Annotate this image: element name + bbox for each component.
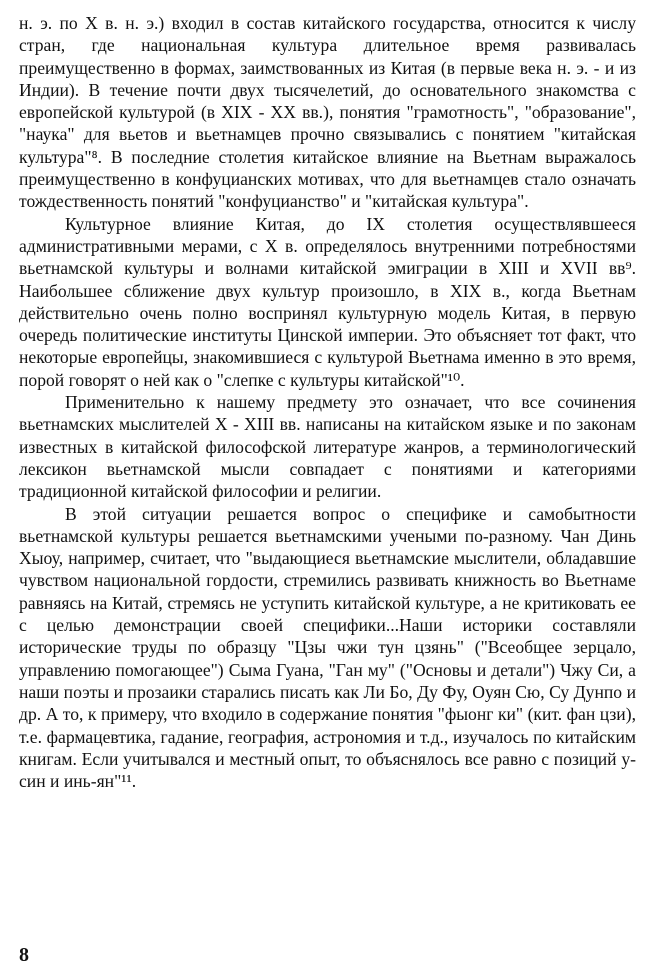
- paragraph-2: Культурное влияние Китая, до IX столетия осуществлявшееся административными мерами, с X в. определялось внутренними потребностями вьетнамской культуры и волнами китайской эмиграции в XIII и XVII вв⁹. Наибольшее сближение двух культур произошло, в XIX в., когда Вьетнам действительно очень полно воспринял культурную модель Китая, в первую очередь политические институты Цинской империи. Это объясняет тот факт, что некоторые европейцы, знакомившиеся с культурой Вьетнама именно в это время, порой говорят о ней как о "слепке с культуры китайской"¹⁰.: [19, 213, 636, 390]
- page-number: 8: [19, 944, 29, 966]
- paragraph-3: Применительно к нашему предмету это означает, что все сочинения вьетнамских мыслителей X - XIII вв. написаны на китайском языке и по законам известных в китайской философской литературе жанров, а терминологический лексикон вьетнамской мысли совпадает с понятиями и категориями традиционной китайской философии и религии.: [19, 392, 636, 502]
- paragraph-4: В этой ситуации решается вопрос о специфике и самобытности вьетнамской культуры решается вьетнамскими учеными по-разному. Чан Динь Хыоу, например, считает, что "выдающиеся вьетнамские мыслители, обладавшие чувством национальной гордости, стремились развивать книжность во Вьетнаме равняясь на Китай, стремясь не уступить китайской культуре, а не критиковать ее с целью демонстрации своей специфики...Наши историки составляли исторические труды по образцу "Цзы чжи тун цзянь" ("Всеобщее зерцало, управлению помогающее") Сыма Гуана, "Ган му" ("Основы и детали") Чжу Си, а наши поэты и прозаики старались писать как Ли Бо, Ду Фу, Оуян Сю, Су Дунпо и др. А то, к примеру, что входило в содержание понятия "фыонг ки" (кит. фан цзи), т.е. фармацевтика, гадание, география, астрономия и т.д., изучалось по китайским книгам. Если учитывался и местный опыт, то объяснялось все равно с позиций у-син и инь-ян"¹¹.: [19, 503, 636, 792]
- page-body: [19, 12, 636, 792]
- paragraph-1: н. э. по X в. н. э.) входил в состав китайского государства, относится к числу стран, где национальная культура длительное время развивалась преимущественно в формах, заимствованных из Китая (в первые века н. э. - и из Индии). В течение почти двух тысячелетий, до основательного знакомства с европейской культурой (в XIX - XX вв.), понятия "грамотность", "образование", "наука" для вьетов и вьетнамцев прочно связывались с понятием "китайская культура"⁸. В последние столетия китайское влияние на Вьетнам выражалось преимущественно в конфуцианских мотивах, что для вьетнамцев стало означать тождественность понятий "конфуцианство" и "китайская культура".: [19, 13, 636, 212]
